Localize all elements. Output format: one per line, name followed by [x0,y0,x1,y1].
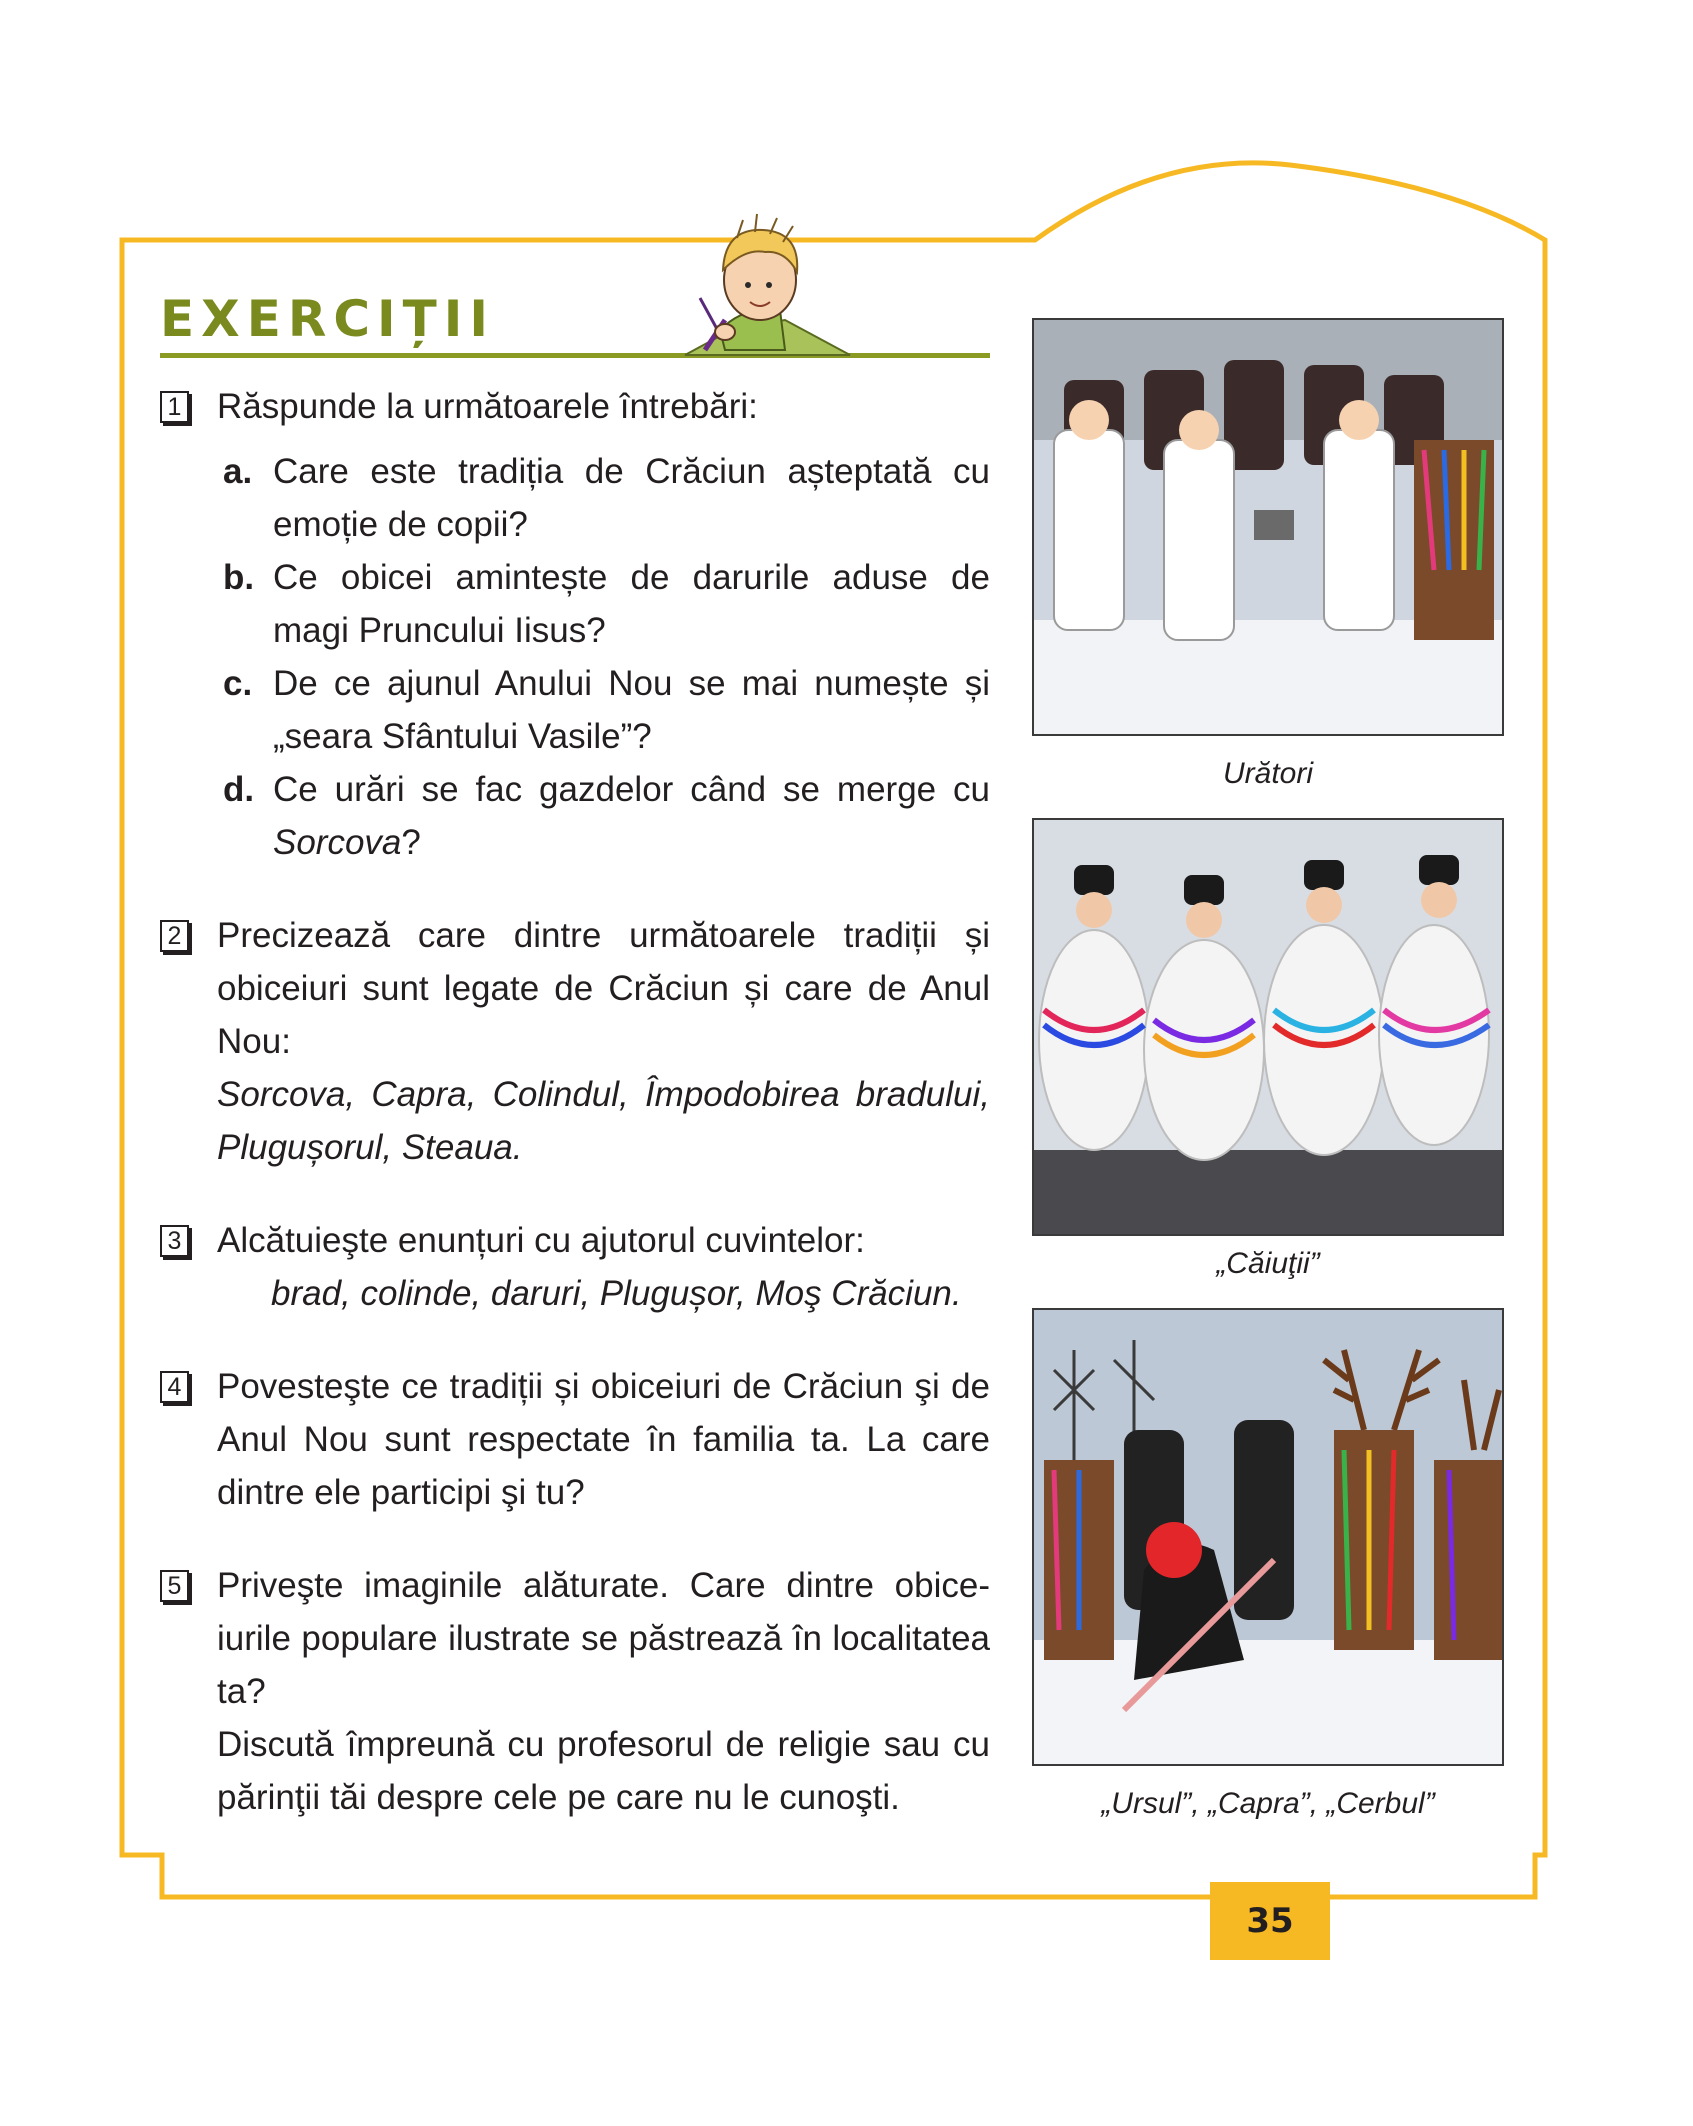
exercises-list [160,380,990,1864]
exercise-prompt: Alcătuieşte enunțuri cu ajutorul cuvintelor: [217,1221,865,1260]
writing-boy-illustration [665,210,865,360]
exercise-2 [160,909,990,1174]
exercise-prompt: Povesteşte ce tradiții și obiceiuri de Crăciun şi de Anul Nou sunt respectate în familia ta. La care dintre ele participi şi tu? [217,1367,990,1512]
exercise-number: 1 [160,391,189,423]
sub-question-letter: b. [223,558,255,597]
word-list: brad, colinde, daruri, Plugușor, Moş Crăciun. [271,1274,962,1313]
exercise-number: 4 [160,1371,189,1403]
exercise-1 [160,380,990,869]
exercise-number: 3 [160,1225,189,1257]
sub-question-letter: d. [223,770,255,809]
page-number: 35 [1210,1882,1330,1960]
photo-caption-ursul-capra-cerbul: „Ursul”, „Capra”, „Cerbul” [1101,1787,1435,1820]
sub-question-d [223,763,990,869]
sub-question-text: De ce ajunul Anului Nou se mai numește și „seara Sfântului Vasile”? [273,664,990,756]
section-heading: EXERCIȚII [160,290,495,348]
sub-question-a [223,445,990,551]
sub-question-letter: c. [223,664,253,703]
sub-question-c [223,657,990,763]
exercise-number: 2 [160,920,189,952]
sub-question-b [223,551,990,657]
exercise-prompt: Răspunde la următoarele întrebări: [217,387,758,426]
exercise-number: 5 [160,1570,189,1602]
sub-question-letter: a. [223,452,253,491]
exercise-prompt: Priveşte imaginile alăturate. Care dintre obiceiurile populare ilustrate se păstrează în localitatea ta? [217,1566,990,1711]
traditions-list: Sorcova, Capra, Colindul, Împodobirea bradului, Plugușorul, Steaua. [217,1075,990,1167]
exercise-prompt-continued: Discută împreună cu profesorul de religie sau cu părinţii tăi despre cele pe care nu le cunoşti. [217,1725,990,1817]
photo-caption-caiutii: „Căiuţii” [1216,1247,1320,1280]
photo-caption-uratori: Urători [1222,757,1313,790]
sub-question-end: ? [401,823,421,862]
exercise-prompt: Precizează care dintre următoarele tradiții și obiceiuri sunt legate de Crăciun și care de Anul Nou: [217,916,990,1061]
heading-underline [160,353,990,358]
photo-ursul-capra-cerbul [1032,1308,1504,1766]
sub-question-text: Ce urări se fac gazdelor când se merge cu [273,770,990,809]
exercise-3 [160,1214,990,1320]
sub-questions [217,445,990,869]
exercise-5 [160,1559,990,1824]
sub-question-text: Care este tradiția de Crăciun așteptată cu emoție de copii? [273,452,990,544]
sub-question-text: Ce obicei amintește de darurile aduse de magi Pruncului Iisus? [273,558,990,650]
photo-caiutii [1032,818,1504,1236]
sub-question-italic: Sorcova [273,823,402,862]
exercise-4 [160,1360,990,1519]
photo-uratori [1032,318,1504,736]
